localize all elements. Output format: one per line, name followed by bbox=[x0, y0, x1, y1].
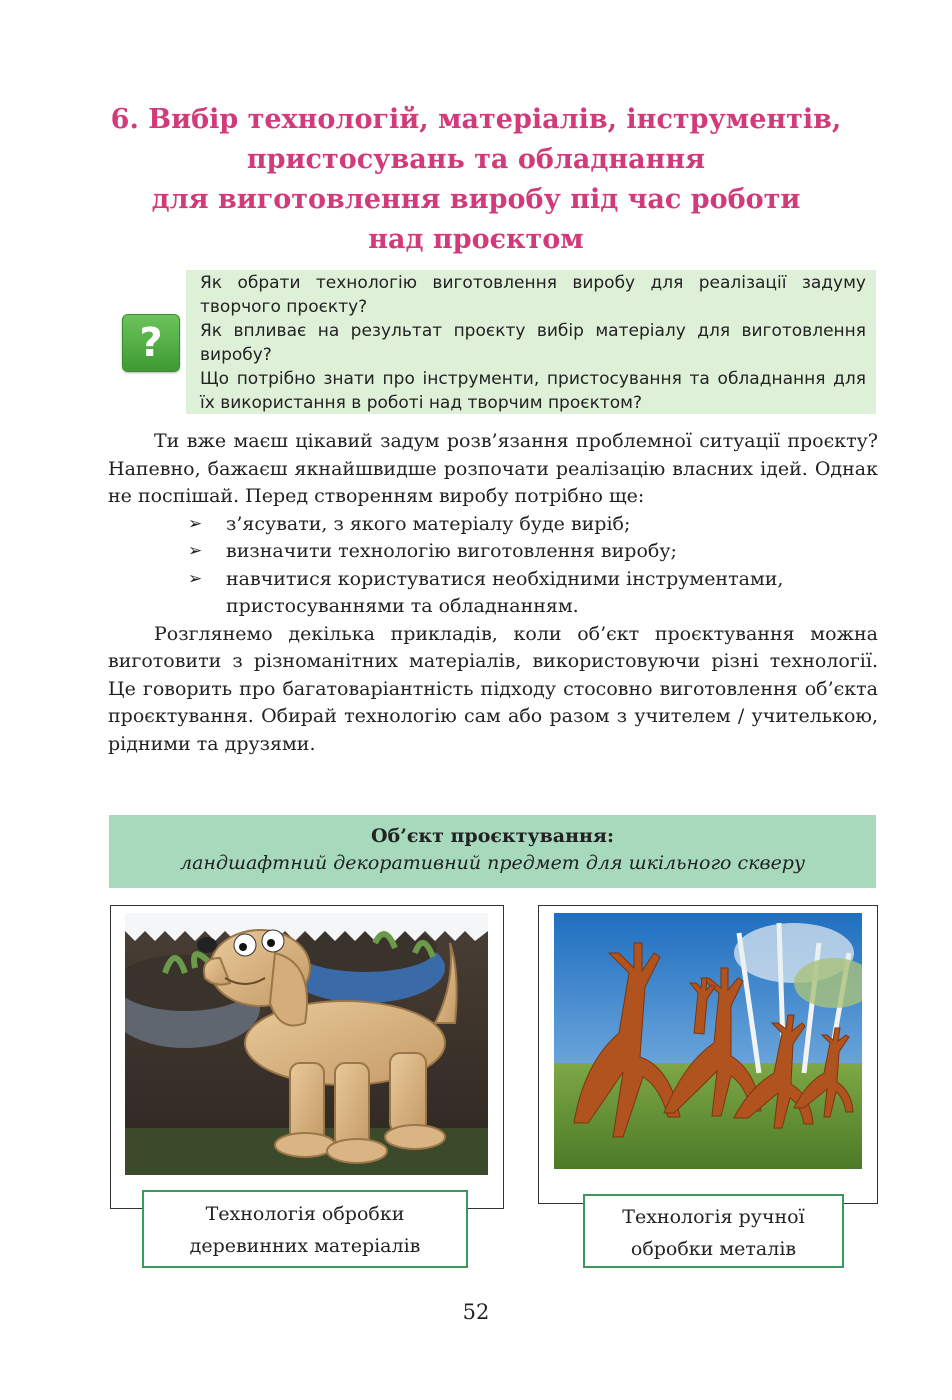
page-title bbox=[60, 100, 892, 260]
title-line: для виготовлення виробу під час роботи bbox=[151, 184, 801, 215]
caption-line: Технологія ручної bbox=[622, 1206, 805, 1228]
list-item: ➢ з’ясувати, з якого матеріалу буде виріб; bbox=[188, 511, 878, 539]
title-line: пристосувань та обладнання bbox=[246, 144, 706, 175]
title-line: над проєктом bbox=[368, 224, 584, 255]
paragraph-intro: Ти вже маєш цікавий задум розв’язання проблемної ситуації проєкту? Напевно, бажаєш якнайшвидше розпочати реалізацію власних ідей. Однак не поспішай. Перед створенням виробу потрібно ще: bbox=[108, 430, 878, 507]
metal-deer-image bbox=[554, 913, 862, 1169]
design-object-box bbox=[109, 815, 876, 888]
question-item: Що потрібно знати про інструменти, пристосування та обладнання для їх використання в роботі над творчим проєктом? bbox=[200, 369, 866, 413]
design-object-subtitle: ландшафтний декоративний предмет для шкільного скверу bbox=[180, 852, 805, 874]
page-number: 52 bbox=[462, 1300, 490, 1324]
caption-line: деревинних матеріалів bbox=[189, 1235, 421, 1257]
caption-wood-technology bbox=[142, 1190, 468, 1268]
question-icon: ? bbox=[122, 314, 180, 372]
question-item: Як впливає на результат проєкту вибір матеріалу для виготовлення виробу? bbox=[200, 321, 866, 365]
metal-deer-photo bbox=[554, 913, 862, 1169]
caption-line: обробки металів bbox=[630, 1238, 797, 1260]
wooden-dog-image bbox=[125, 913, 488, 1175]
list-item: ➢ навчитися користуватися необхідними інструментами, пристосуваннями та обладнанням. bbox=[188, 566, 878, 621]
questions-box bbox=[186, 270, 876, 414]
body-text bbox=[108, 428, 878, 758]
title-line: 6. Вибір технологій, матеріалів, інструментів, bbox=[110, 104, 842, 135]
list-item: ➢ визначити технологію виготовлення виробу; bbox=[188, 538, 878, 566]
question-item: Як обрати технологію виготовлення виробу для реалізації задуму творчого проєкту? bbox=[200, 273, 866, 317]
design-object-heading: Об’єкт проєктування: bbox=[371, 825, 614, 847]
wooden-dog-photo bbox=[125, 913, 488, 1175]
caption-metal-technology bbox=[583, 1194, 844, 1268]
caption-line: Технологія обробки bbox=[205, 1203, 405, 1225]
task-list bbox=[108, 511, 878, 621]
paragraph-examples: Розглянемо декілька прикладів, коли об’єкт проєктування можна виготовити з різноманітних матеріалів, використовуючи різні технології. Це говорить про багатоваріантність підходу стосовно виготовлення об’єкта проєктування. Обирай технологію сам або разом з учителем / учителькою, рідними та друзями. bbox=[108, 622, 878, 755]
